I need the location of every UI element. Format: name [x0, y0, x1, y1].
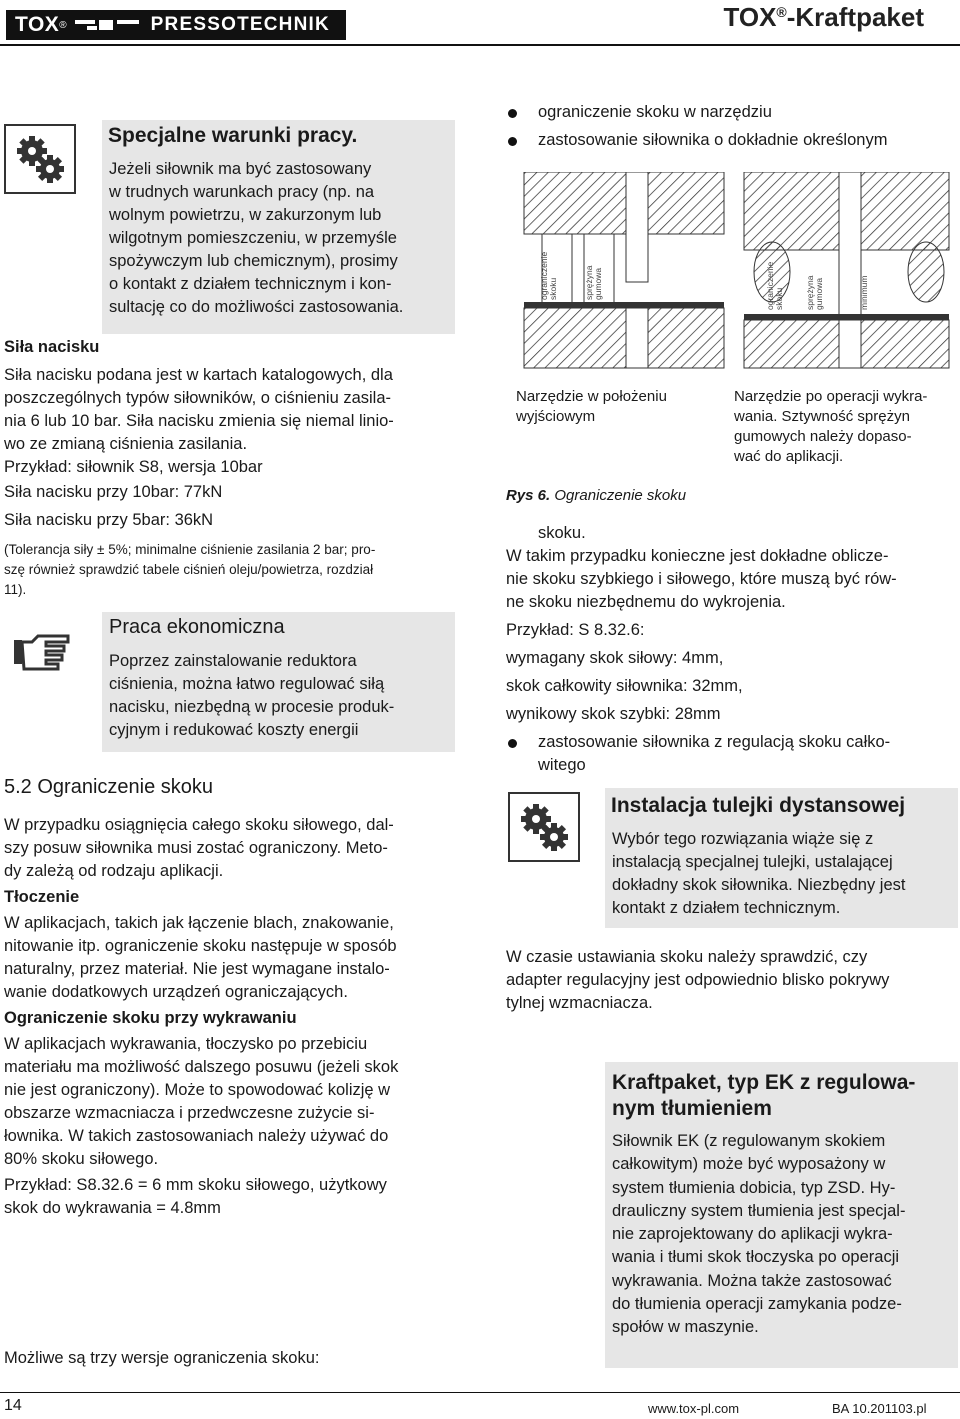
text-line: Przykład: S 8.32.6:	[506, 621, 645, 639]
text-line: witego	[538, 756, 586, 774]
text-line: całkowitym) może być wyposażony w	[612, 1155, 886, 1174]
special-title: Specjalne warunki pracy.	[108, 124, 358, 147]
ek-box	[605, 1062, 958, 1368]
text-line: W aplikacjach, takich jak łączenie blach, znakowanie,	[4, 914, 394, 932]
brand-reg: ®	[59, 19, 67, 31]
text-line: w trudnych warunkach pracy (np. na	[109, 183, 375, 201]
text-line: Poprzez zainstalowanie reduktora	[109, 652, 357, 670]
caption-line: wania. Sztywność sprężyn	[734, 408, 910, 425]
text-line: skok całkowity siłownika: 32mm,	[506, 677, 743, 695]
bullet-item: ograniczenie skoku w narzędziu	[506, 101, 956, 124]
text-line: szy posuw siłownika musi zostać ograniczony. Meto-	[4, 839, 388, 857]
figure-label: sprężyna gumowa	[584, 265, 603, 300]
text-line: nie jest ograniczony). Może to spowodować kolizję w	[4, 1081, 391, 1099]
text-line: dokładny skok siłownika. Niezbędny jest	[612, 876, 906, 894]
text-line: wymagany skok siłowy: 4mm,	[506, 649, 724, 667]
caption-line: wać do aplikacji.	[734, 448, 844, 465]
text-line: kontakt z działem technicznym.	[612, 899, 841, 917]
text-line: tylnej wzmacniacza.	[506, 994, 653, 1012]
brand-arrow-icon	[73, 16, 143, 34]
footer-url[interactable]: www.tox-pl.com	[648, 1401, 740, 1416]
note-line: szę również sprawdzić tabele ciśnień oleju/powietrza, rozdział	[4, 562, 374, 577]
text-line: adapter regulacyjny jest odpowiednio blisko pokrywy	[506, 971, 890, 989]
text-line: Siłownik EK (z regulowanym skokiem	[612, 1132, 886, 1150]
text-line: obszarze wzmacniacza i przedwczesne zużycie si-	[4, 1104, 375, 1122]
text-line: wolnym powietrzu, w zakurzonym lub	[109, 206, 382, 224]
example-line: Przykład: siłownik S8, wersja 10bar	[4, 458, 263, 476]
caption-line: Narzędzie po operacji wykra-	[734, 388, 928, 405]
three-versions-line: Możliwe są trzy wersje ograniczenia skoku:	[4, 1349, 320, 1367]
text-line: Wybór tego rozwiązania wiąże się z	[612, 830, 874, 848]
note-line: 11).	[4, 582, 27, 597]
bullet-item: zastosowanie siłownika z regulacją skoku całko-	[506, 731, 897, 754]
text-line: W aplikacjach wykrawania, tłoczysko po przebiciu	[4, 1035, 368, 1053]
header-rule	[0, 44, 960, 46]
text-line: wania i tłumi skok tłoczyska po operacji	[612, 1248, 900, 1267]
text-line: sultację co do możliwości zastosowania.	[109, 298, 404, 316]
figure-caption: Rys 6. Ograniczenie skoku	[506, 487, 687, 504]
document-title: TOX®-Kraftpaket	[723, 2, 924, 32]
text-line: społów w maszynie.	[612, 1318, 759, 1337]
figure-label: ograniczenie skoku	[765, 261, 784, 310]
force-heading: Siła nacisku	[4, 338, 100, 356]
caption-line: Narzędzie w położeniu	[516, 388, 667, 405]
text-line: wykrawania. Można także zastosować	[612, 1271, 892, 1290]
text-line: o kontakt z działem technicznym i kon-	[109, 275, 392, 293]
sleeve-title: Instalacja tulejki dystansowej	[611, 794, 906, 817]
text-line: wynikowy skok szybki: 28mm	[506, 705, 721, 723]
text-line: dy zależą od rodzaju aplikacji.	[4, 862, 224, 880]
page-number: 14	[4, 1397, 22, 1414]
text-line: wanie dodatkowych urządzeń ograniczających.	[4, 983, 348, 1001]
text-line: nia 6 lub 10 bar. Siła nacisku zmienia się niemal linio-	[4, 412, 394, 430]
text-line: W takim przypadku konieczne jest dokładne oblicze-	[506, 547, 889, 565]
gears-icon	[4, 124, 76, 194]
sleeve-box	[605, 788, 958, 928]
text-line: ciśnienia, można łatwo regulować siłą	[109, 675, 385, 693]
text-line: ne skoku niezbędnemu do wykrojenia.	[506, 593, 786, 611]
text-line: do tłumienia operacji zamykania podze-	[612, 1295, 902, 1314]
figure-label: ograniczenie skoku	[539, 251, 558, 300]
caption-line: gumowych należy dopaso-	[734, 428, 912, 445]
force-10bar: Siła nacisku przy 10bar: 77kN	[4, 483, 223, 501]
text-line: cyjnym i redukować koszty energii	[109, 721, 359, 739]
special-conditions-box	[102, 120, 455, 334]
text-line: 80% skoku siłowego.	[4, 1150, 159, 1168]
bullet-item: zastosowanie siłownika o dokładnie określonym	[506, 129, 956, 152]
text-line: skok do wykrawania = 4.8mm	[4, 1199, 221, 1217]
text-line: łownika. W takich zastosowaniach należy używać do	[4, 1127, 389, 1145]
text-line: nie skoku szybkiego i siłowego, które muszą być rów-	[506, 570, 897, 588]
text-line: materiału ma możliwość dalszego posuwu (jeżeli skok	[4, 1058, 399, 1076]
gears-icon	[508, 792, 580, 862]
text-line: W czasie ustawiania skoku należy sprawdzić, czy	[506, 948, 868, 966]
economy-box	[102, 612, 455, 752]
text-line: instalacją specjalnej tulejki, ustalającej	[612, 853, 893, 871]
brand-tox: TOX	[15, 13, 60, 36]
ek-title: Kraftpaket, typ EK z regulowa- nym tłumieniem	[612, 1071, 916, 1120]
text-line: spożywczym lub chemicznym), prosimy	[109, 252, 398, 270]
stroke-limit-figure	[514, 172, 956, 372]
text-line: Przykład: S8.32.6 = 6 mm skoku siłowego, użytkowy	[4, 1176, 387, 1194]
section-heading: 5.2 Ograniczenie skoku	[4, 776, 214, 798]
caption-line: wyjściowym	[516, 408, 596, 425]
text-line: W przypadku osiągnięcia całego skoku siłowego, dal-	[4, 816, 394, 834]
subheading-stamping: Tłoczenie	[4, 888, 80, 906]
text-line: Siła nacisku podana jest w kartach katalogowych, dla	[4, 366, 393, 384]
figure-label: sprężyna gumowa	[805, 275, 824, 310]
brand-logo	[6, 10, 346, 40]
text-line: drauliczny system tłumienia jest specjal-	[612, 1201, 906, 1220]
text-line: nie zaprojektowany do aplikacji wykra-	[612, 1225, 893, 1244]
note-line: (Tolerancja siły ± 5%; minimalne ciśnienie zasilania 2 bar; pro-	[4, 542, 376, 557]
force-5bar: Siła nacisku przy 5bar: 36kN	[4, 511, 214, 529]
text-line: naturalny, przez materiał. Nie jest wymagane instalo-	[4, 960, 390, 978]
text-line: poszczególnych typów siłowników, o ciśnieniu zasila-	[4, 389, 392, 407]
text-line: Jeżeli siłownik ma być zastosowany	[109, 160, 372, 178]
text-line: wilgotnym pomieszczeniu, w przemyśle	[109, 229, 397, 247]
brand-pressotechnik: PRESSOTECHNIK	[150, 14, 330, 35]
subheading-punching: Ograniczenie skoku przy wykrawaniu	[4, 1009, 297, 1027]
footer-doc-id: BA 10.201103.pl	[832, 1401, 927, 1416]
pointing-hand-icon	[6, 614, 76, 684]
economy-title: Praca ekonomiczna	[109, 616, 285, 638]
text-line: skoku.	[538, 524, 586, 542]
figure-label: minimum	[859, 275, 869, 310]
text-line: system tłumienia dobicia, typ ZSD. Hy-	[612, 1178, 896, 1197]
text-line: wo ze zmianą ciśnienia zasilania.	[4, 435, 248, 453]
text-line: nitowanie itp. ograniczenie skoku następuje w sposób	[4, 937, 397, 955]
text-line: nacisku, niezbędną w procesie produk-	[109, 698, 395, 716]
footer-rule	[0, 1392, 960, 1393]
